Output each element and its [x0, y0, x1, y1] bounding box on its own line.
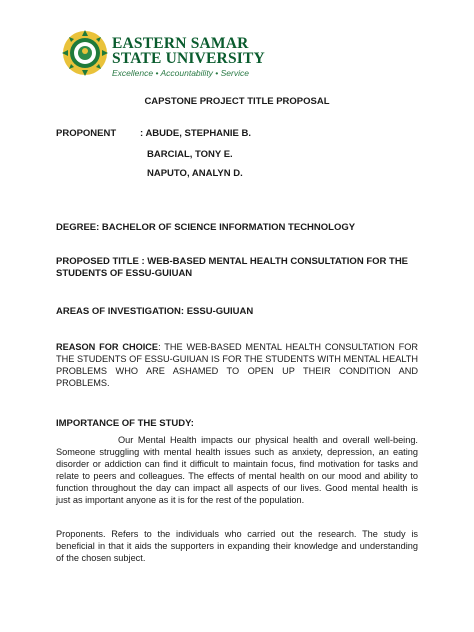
- reason-paragraph: [56, 341, 418, 389]
- proponent-name-1: : ABUDE, STEPHANIE B.: [140, 128, 252, 139]
- proponent-name-2: BARCIAL, TONY E.: [147, 149, 233, 160]
- proposed-title-line1: PROPOSED TITLE : WEB-BASED MENTAL HEALTH CONSULTATION FOR THE: [56, 256, 409, 267]
- importance-text: Our Mental Health impacts our physical health and overall well-being. Someone struggling with mental health issues such as anxiety, depression, an eating disorder or addiction can find it difficult to maintain focus, find motivation for tasks and relate to peers and colleagues. The effects of mental health on our mood and ability to function throughout the day can impact all aspects of our lives. Good mental health is just as important anyone as it is for the rest of the population.: [56, 435, 418, 505]
- proponents-paragraph: Proponents. Refers to the individuals who carried out the research. The study is beneficial in that it aids the supporters in expanding their knowledge and understanding of the chosen subject.: [56, 529, 418, 563]
- areas-of-investigation: AREAS OF INVESTIGATION: ESSU-GUIUAN: [56, 306, 254, 317]
- proponent-label: PROPONENT: [56, 128, 117, 139]
- university-tagline: Excellence • Accountability • Service: [112, 68, 249, 78]
- university-name-line2: STATE UNIVERSITY: [112, 50, 265, 67]
- degree-line: DEGREE: BACHELOR OF SCIENCE INFORMATION TECHNOLOGY: [56, 222, 356, 233]
- document-title: CAPSTONE PROJECT TITLE PROPOSAL: [144, 96, 330, 107]
- university-name-block: [112, 36, 265, 78]
- importance-heading: IMPORTANCE OF THE STUDY:: [56, 418, 194, 429]
- reason-label: REASON FOR CHOICE: [56, 342, 159, 352]
- proponent-name-3: NAPUTO, ANALYN D.: [147, 168, 243, 179]
- proposed-title-line2: STUDENTS OF ESSU-GUIUAN: [56, 268, 193, 279]
- university-name-line1: EASTERN SAMAR: [112, 35, 249, 52]
- importance-paragraph: [56, 434, 418, 506]
- university-seal-icon: [62, 30, 108, 76]
- reason-text: : THE WEB-BASED MENTAL HEALTH CONSULTATION FOR THE STUDENTS OF ESSU-GUIUAN IS FOR THE STUDENTS WITH MENTAL HEALTH PROBLEMS WHO ARE ASHAMED TO OPEN UP THEIR CONDITION AND PROBLEMS.: [56, 342, 418, 388]
